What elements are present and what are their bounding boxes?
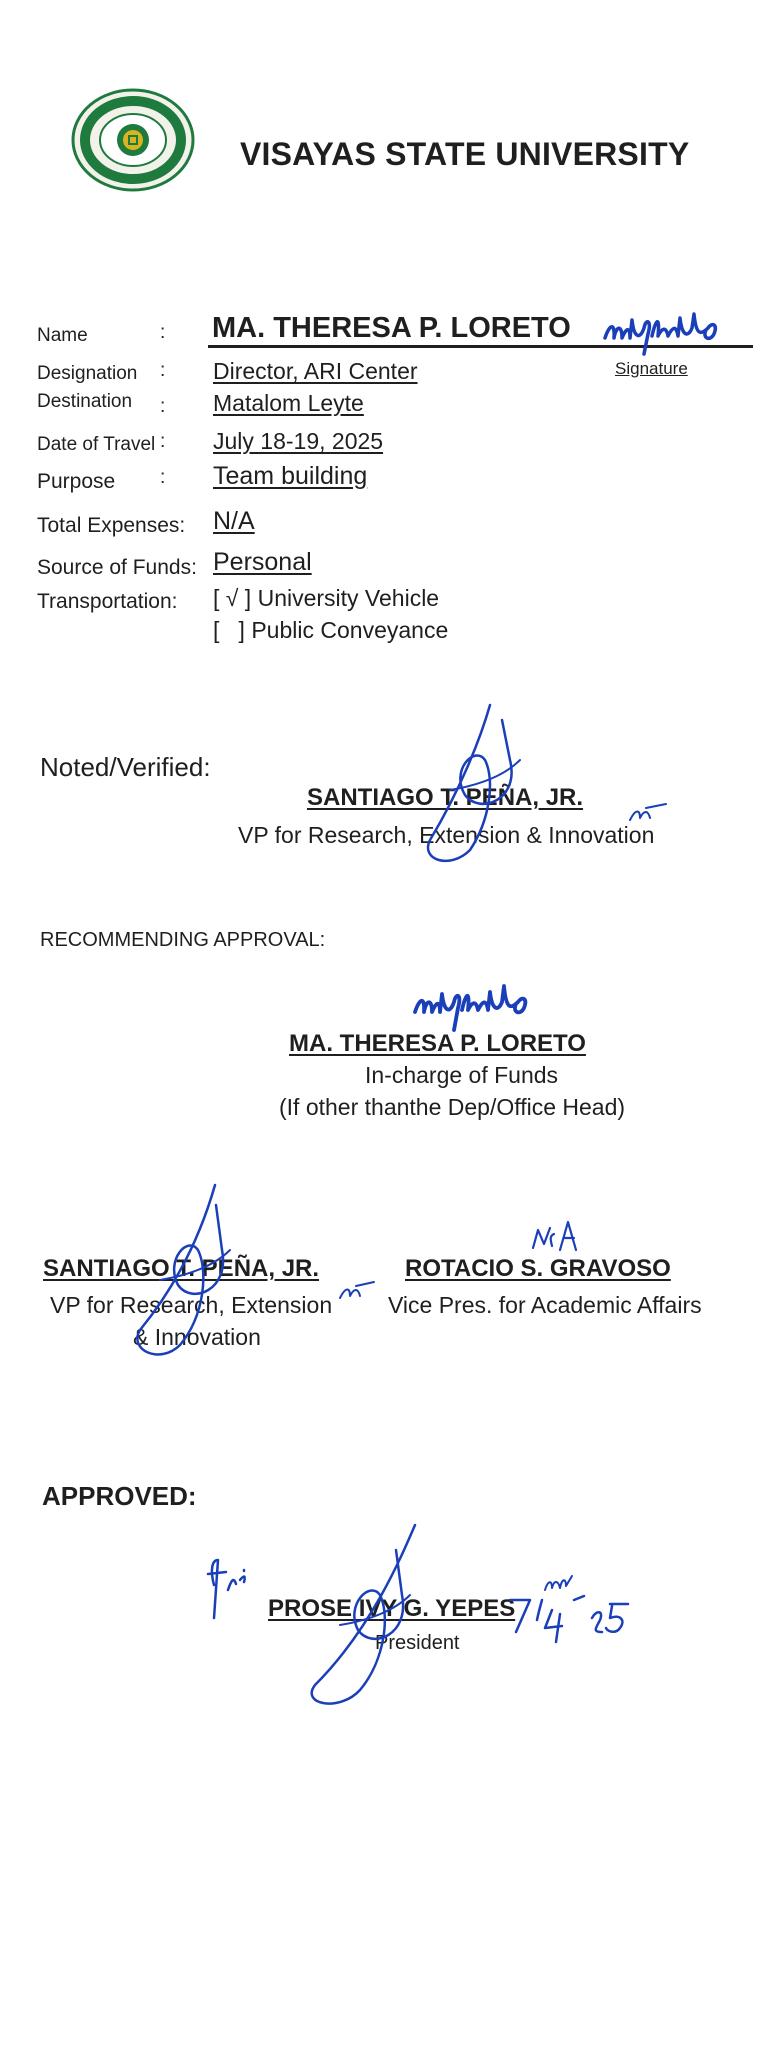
- left-signer-position-line2: & Innovation: [133, 1324, 261, 1350]
- checkbox-checked: [ √ ]: [213, 585, 252, 611]
- destination-label: Destination: [37, 391, 133, 412]
- designation-value: Director, ARI Center: [213, 358, 418, 384]
- university-seal-logo: [71, 88, 195, 192]
- total-expenses-label: Total Expenses:: [37, 514, 186, 537]
- right-signer-position: Vice Pres. for Academic Affairs: [388, 1292, 702, 1318]
- noted-verified-heading: Noted/Verified:: [40, 752, 211, 782]
- applicant-name: MA. THERESA P. LORETO: [212, 312, 571, 344]
- left-signer-position-line1: VP for Research, Extension: [50, 1292, 333, 1318]
- source-of-funds-label: Source of Funds:: [37, 556, 197, 579]
- name-colon: :: [160, 322, 166, 343]
- signature-label: Signature: [615, 359, 688, 378]
- option-label: University Vehicle: [257, 585, 440, 611]
- noted-signer-position: VP for Research, Extension & Innovation: [238, 822, 655, 848]
- approved-heading: APPROVED:: [42, 1481, 197, 1511]
- date-of-travel-value: July 18-19, 2025: [213, 428, 384, 454]
- university-name: VISAYAS STATE UNIVERSITY: [240, 136, 690, 172]
- noted-signer-name: SANTIAGO T. PEÑA, JR.: [307, 784, 584, 811]
- name-underline: [208, 345, 753, 348]
- transportation-label: Transportation:: [37, 590, 178, 613]
- designation-colon: :: [160, 360, 166, 381]
- destination-colon: :: [160, 396, 166, 417]
- recommending-approval-heading: RECOMMENDING APPROVAL:: [40, 929, 326, 951]
- purpose-colon: :: [160, 467, 166, 488]
- recommending-position-line1: In-charge of Funds: [365, 1062, 559, 1088]
- source-of-funds-value: Personal: [213, 548, 312, 576]
- recommending-signer-name: MA. THERESA P. LORETO: [289, 1030, 586, 1057]
- date-colon: :: [160, 431, 166, 452]
- recommending-position-line2: (If other thanthe Dep/Office Head): [279, 1094, 626, 1120]
- option-label: Public Conveyance: [251, 617, 449, 643]
- approved-signer-position: President: [375, 1632, 460, 1654]
- purpose-label: Purpose: [37, 470, 116, 493]
- name-label: Name: [37, 325, 88, 346]
- left-signer-name: SANTIAGO T. PEÑA, JR.: [43, 1255, 320, 1282]
- transport-option-university-vehicle: [213, 585, 439, 612]
- checkbox-unchecked: [ ]: [213, 617, 245, 643]
- designation-label: Designation: [37, 363, 138, 384]
- right-signer-name: ROTACIO S. GRAVOSO: [405, 1255, 671, 1282]
- right-signer-initials: [528, 1218, 588, 1254]
- destination-value: Matalom Leyte: [213, 390, 364, 416]
- transport-option-public-conveyance: [213, 617, 448, 644]
- purpose-value: Team building: [213, 462, 368, 490]
- approved-signer-name: PROSE IVY G. YEPES: [268, 1595, 516, 1622]
- recommending-signature: [410, 972, 590, 1034]
- total-expenses-value: N/A: [213, 507, 255, 535]
- applicant-signature: [600, 298, 750, 358]
- date-of-travel-label: Date of Travel: [37, 434, 156, 455]
